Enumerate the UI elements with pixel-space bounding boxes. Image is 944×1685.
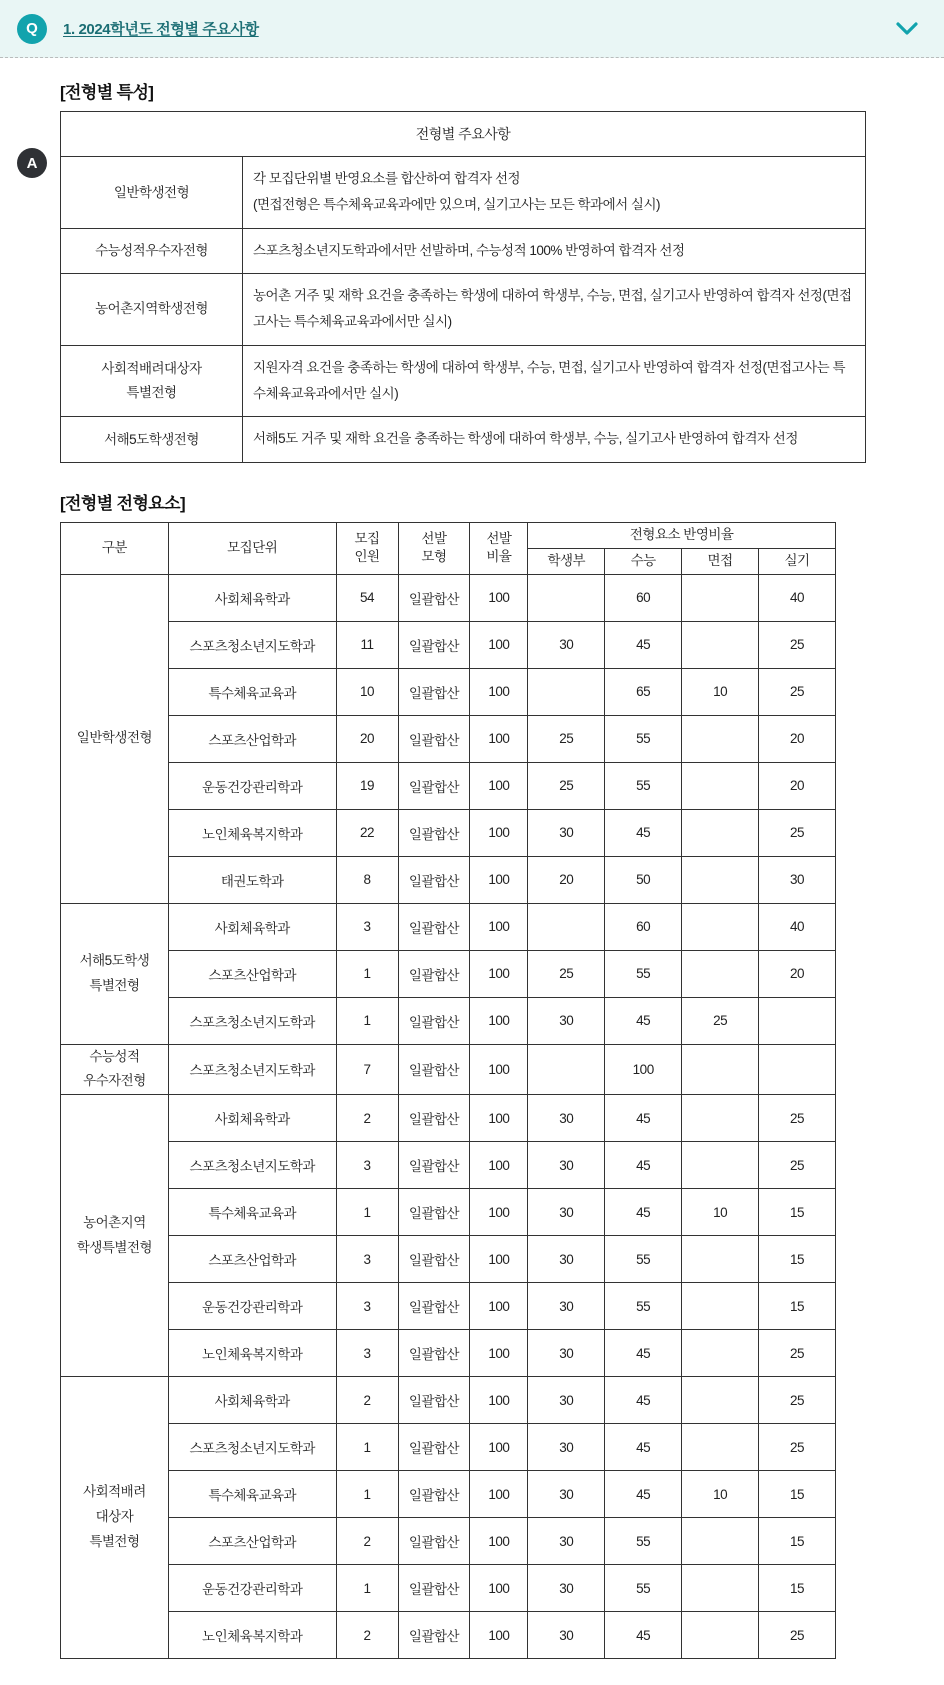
table-row <box>61 1142 836 1189</box>
cell-unit: 스포츠청소년지도학과 <box>168 1424 336 1471</box>
cell-practical: 40 <box>759 574 836 621</box>
cell-count: 1 <box>336 1471 398 1518</box>
table-row <box>61 1236 836 1283</box>
cell-csat: 55 <box>605 1518 682 1565</box>
feature-table <box>60 111 866 463</box>
cell-ratio: 100 <box>470 950 528 997</box>
table-row <box>61 668 836 715</box>
cell-practical: 25 <box>759 1330 836 1377</box>
cell-interview: 10 <box>682 1471 759 1518</box>
cell-count: 20 <box>336 715 398 762</box>
cell-count: 11 <box>336 621 398 668</box>
cell-csat: 45 <box>605 997 682 1044</box>
cell-csat: 45 <box>605 1377 682 1424</box>
cell-csat: 45 <box>605 1471 682 1518</box>
cell-interview <box>682 621 759 668</box>
cell-practical: 20 <box>759 762 836 809</box>
cell-ratio: 100 <box>470 1565 528 1612</box>
feature-label <box>61 345 243 417</box>
cell-interview <box>682 1283 759 1330</box>
table-row <box>61 762 836 809</box>
cell-school-record: 30 <box>528 1518 605 1565</box>
cell-interview: 10 <box>682 668 759 715</box>
cell-unit: 사회체육학과 <box>168 903 336 950</box>
cell-group-3 <box>61 1095 169 1377</box>
cell-count: 1 <box>336 1424 398 1471</box>
cell-model: 일괄합산 <box>398 762 470 809</box>
cell-ratio: 100 <box>470 809 528 856</box>
cell-csat: 100 <box>605 1044 682 1095</box>
cell-model: 일괄합산 <box>398 1565 470 1612</box>
cell-school-record <box>528 1044 605 1095</box>
cell-group-line: 서해5도학생 <box>79 952 150 968</box>
cell-model: 일괄합산 <box>398 1377 470 1424</box>
col-header-school-record: 학생부 <box>528 548 605 574</box>
feature-table-caption: 전형별 주요사항 <box>61 112 866 157</box>
cell-csat: 55 <box>605 762 682 809</box>
cell-model: 일괄합산 <box>398 715 470 762</box>
cell-unit: 사회체육학과 <box>168 1095 336 1142</box>
table-row <box>61 950 836 997</box>
cell-school-record: 30 <box>528 1283 605 1330</box>
cell-interview <box>682 950 759 997</box>
cell-model: 일괄합산 <box>398 1283 470 1330</box>
table-row-caption <box>61 112 866 157</box>
cell-ratio: 100 <box>470 1424 528 1471</box>
cell-group-2 <box>61 1044 169 1095</box>
cell-interview <box>682 1612 759 1659</box>
cell-school-record <box>528 668 605 715</box>
feature-description-line: 지원자격 요건을 충족하는 학생에 대하여 학생부, 수능, 면접, 실기고사 반영하여 합격자 선정(면접고사는 특수체육교육과에서만 실시) <box>253 359 846 401</box>
cell-interview <box>682 1424 759 1471</box>
cell-unit: 노인체육복지학과 <box>168 1330 336 1377</box>
feature-label: 서해5도학생전형 <box>61 417 243 462</box>
cell-unit: 사회체육학과 <box>168 574 336 621</box>
cell-ratio: 100 <box>470 1236 528 1283</box>
table-row <box>61 715 836 762</box>
cell-interview <box>682 1044 759 1095</box>
table-header-row <box>61 522 836 548</box>
cell-unit: 노인체육복지학과 <box>168 1612 336 1659</box>
col-header-count-line1: 모집 <box>354 530 380 546</box>
element-table-body <box>61 574 836 1659</box>
cell-csat: 55 <box>605 1236 682 1283</box>
table-row <box>61 903 836 950</box>
cell-count: 3 <box>336 1142 398 1189</box>
cell-count: 2 <box>336 1518 398 1565</box>
table-row <box>61 1565 836 1612</box>
cell-group-0 <box>61 574 169 903</box>
feature-label-line: 특별전형 <box>126 384 177 400</box>
table-row <box>61 1189 836 1236</box>
table-row <box>61 273 866 345</box>
cell-practical: 15 <box>759 1518 836 1565</box>
feature-description-line: 농어촌 거주 및 재학 요건을 충족하는 학생에 대하여 학생부, 수능, 면접, 실기고사 반영하여 합격자 선정(면접고사는 특수체육교육과에서만 실시) <box>253 287 852 330</box>
cell-unit: 스포츠산업학과 <box>168 1518 336 1565</box>
feature-label: 일반학생전형 <box>61 157 243 229</box>
cell-ratio: 100 <box>470 1612 528 1659</box>
table-row <box>61 997 836 1044</box>
table-row <box>61 1330 836 1377</box>
cell-unit: 특수체육교육과 <box>168 1189 336 1236</box>
cell-interview <box>682 1142 759 1189</box>
cell-csat: 60 <box>605 574 682 621</box>
feature-description <box>243 228 866 273</box>
table-row <box>61 574 836 621</box>
cell-practical: 40 <box>759 903 836 950</box>
cell-unit: 노인체육복지학과 <box>168 809 336 856</box>
feature-description <box>243 273 866 345</box>
cell-interview: 10 <box>682 1189 759 1236</box>
cell-unit: 운동건강관리학과 <box>168 1283 336 1330</box>
cell-interview <box>682 903 759 950</box>
cell-practical: 30 <box>759 856 836 903</box>
cell-school-record: 30 <box>528 997 605 1044</box>
cell-csat: 45 <box>605 1330 682 1377</box>
cell-model: 일괄합산 <box>398 1236 470 1283</box>
cell-ratio: 100 <box>470 1377 528 1424</box>
cell-school-record: 30 <box>528 1565 605 1612</box>
cell-ratio: 100 <box>470 856 528 903</box>
cell-ratio: 100 <box>470 1095 528 1142</box>
question-badge: Q <box>17 14 47 44</box>
cell-csat: 60 <box>605 903 682 950</box>
cell-unit: 스포츠청소년지도학과 <box>168 621 336 668</box>
cell-school-record: 30 <box>528 1330 605 1377</box>
cell-csat: 45 <box>605 809 682 856</box>
cell-school-record <box>528 574 605 621</box>
cell-model: 일괄합산 <box>398 1612 470 1659</box>
feature-description-line: (면접전형은 특수체육교육과에만 있으며, 실기고사는 모든 학과에서 실시) <box>253 197 660 213</box>
feature-description-line: 서해5도 거주 및 재학 요건을 충족하는 학생에 대하여 학생부, 수능, 실기고사 반영하여 합격자 선정 <box>253 431 798 447</box>
cell-school-record: 30 <box>528 1095 605 1142</box>
cell-practical: 25 <box>759 1377 836 1424</box>
cell-ratio: 100 <box>470 1471 528 1518</box>
faq-footer-spacer <box>0 1679 944 1685</box>
cell-model: 일괄합산 <box>398 950 470 997</box>
cell-school-record: 25 <box>528 715 605 762</box>
cell-practical: 25 <box>759 621 836 668</box>
section-title-feature: [전형별 특성] <box>60 83 154 102</box>
cell-ratio: 100 <box>470 668 528 715</box>
feature-description-line: 각 모집단위별 반영요소를 합산하여 합격자 선정 <box>253 171 521 186</box>
cell-practical: 20 <box>759 715 836 762</box>
col-header-unit: 모집단위 <box>168 522 336 574</box>
feature-description-line: 스포츠청소년지도학과에서만 선발하며, 수능성적 100% 반영하여 합격자 선정 <box>253 242 685 258</box>
feature-label-line: 사회적배려대상자 <box>101 361 202 377</box>
cell-count: 22 <box>336 809 398 856</box>
cell-unit: 스포츠청소년지도학과 <box>168 1044 336 1095</box>
cell-model: 일괄합산 <box>398 621 470 668</box>
cell-count: 3 <box>336 1236 398 1283</box>
table-row <box>61 1612 836 1659</box>
table-row <box>61 345 866 417</box>
cell-practical: 25 <box>759 1142 836 1189</box>
cell-model: 일괄합산 <box>398 574 470 621</box>
cell-count: 54 <box>336 574 398 621</box>
cell-ratio: 100 <box>470 903 528 950</box>
cell-count: 3 <box>336 1283 398 1330</box>
cell-count: 1 <box>336 1189 398 1236</box>
cell-model: 일괄합산 <box>398 668 470 715</box>
cell-ratio: 100 <box>470 1330 528 1377</box>
table-row <box>61 1283 836 1330</box>
table-row <box>61 1518 836 1565</box>
cell-interview <box>682 1095 759 1142</box>
cell-model: 일괄합산 <box>398 1189 470 1236</box>
cell-practical: 15 <box>759 1236 836 1283</box>
cell-school-record: 30 <box>528 1612 605 1659</box>
table-row <box>61 1377 836 1424</box>
cell-model: 일괄합산 <box>398 1095 470 1142</box>
cell-model: 일괄합산 <box>398 903 470 950</box>
cell-group-line: 특별전형 <box>89 977 140 993</box>
col-header-count-line2: 인원 <box>354 549 380 564</box>
cell-csat: 45 <box>605 1095 682 1142</box>
cell-csat: 45 <box>605 1612 682 1659</box>
cell-count: 19 <box>336 762 398 809</box>
answer-badge: A <box>17 148 47 178</box>
feature-label: 농어촌지역학생전형 <box>61 273 243 345</box>
cell-model: 일괄합산 <box>398 856 470 903</box>
col-header-elements: 전형요소 반영비율 <box>528 522 836 548</box>
cell-practical: 25 <box>759 809 836 856</box>
col-header-count <box>336 522 398 574</box>
col-header-interview: 면접 <box>682 548 759 574</box>
cell-unit: 사회체육학과 <box>168 1377 336 1424</box>
cell-interview <box>682 809 759 856</box>
cell-practical: 15 <box>759 1565 836 1612</box>
element-table-head <box>61 522 836 574</box>
col-header-ratio-line1: 선발 <box>486 530 512 546</box>
chevron-down-icon[interactable] <box>894 16 920 42</box>
cell-group-line: 학생특별전형 <box>76 1239 153 1255</box>
cell-model: 일괄합산 <box>398 1142 470 1189</box>
cell-practical: 25 <box>759 1612 836 1659</box>
cell-practical: 20 <box>759 950 836 997</box>
cell-practical <box>759 997 836 1044</box>
feature-description <box>243 417 866 462</box>
cell-csat: 50 <box>605 856 682 903</box>
cell-practical: 25 <box>759 1095 836 1142</box>
cell-interview <box>682 762 759 809</box>
cell-count: 3 <box>336 1330 398 1377</box>
cell-school-record: 30 <box>528 1236 605 1283</box>
cell-csat: 45 <box>605 1142 682 1189</box>
feature-description <box>243 157 866 229</box>
cell-model: 일괄합산 <box>398 1330 470 1377</box>
cell-practical: 15 <box>759 1189 836 1236</box>
col-header-csat: 수능 <box>605 548 682 574</box>
cell-unit: 운동건강관리학과 <box>168 762 336 809</box>
col-header-model <box>398 522 470 574</box>
cell-ratio: 100 <box>470 715 528 762</box>
cell-interview <box>682 1377 759 1424</box>
cell-csat: 45 <box>605 1424 682 1471</box>
table-row <box>61 1044 836 1095</box>
cell-unit: 운동건강관리학과 <box>168 1565 336 1612</box>
faq-question-title[interactable]: 1. 2024학년도 전형별 주요사항 <box>63 21 259 38</box>
cell-model: 일괄합산 <box>398 1518 470 1565</box>
cell-count: 10 <box>336 668 398 715</box>
cell-unit: 태권도학과 <box>168 856 336 903</box>
table-row <box>61 809 836 856</box>
cell-group-line: 농어촌지역 <box>83 1214 146 1230</box>
cell-practical: 25 <box>759 668 836 715</box>
cell-count: 2 <box>336 1095 398 1142</box>
cell-count: 2 <box>336 1377 398 1424</box>
cell-school-record: 25 <box>528 762 605 809</box>
cell-ratio: 100 <box>470 1044 528 1095</box>
cell-count: 2 <box>336 1612 398 1659</box>
element-table <box>60 522 836 1660</box>
feature-table-body <box>61 112 866 463</box>
col-header-group: 구분 <box>61 522 169 574</box>
table-row <box>61 1095 836 1142</box>
feature-description <box>243 345 866 417</box>
cell-interview <box>682 856 759 903</box>
cell-csat: 45 <box>605 621 682 668</box>
cell-school-record: 30 <box>528 1189 605 1236</box>
cell-group-line: 대상자 <box>95 1509 134 1525</box>
col-header-model-line2: 모형 <box>421 549 447 564</box>
cell-interview <box>682 1236 759 1283</box>
cell-csat: 55 <box>605 1283 682 1330</box>
cell-csat: 55 <box>605 1565 682 1612</box>
cell-count: 1 <box>336 1565 398 1612</box>
table-row <box>61 856 836 903</box>
cell-interview <box>682 1518 759 1565</box>
section-title-element: [전형별 전형요소] <box>60 493 185 513</box>
cell-unit: 스포츠청소년지도학과 <box>168 997 336 1044</box>
table-row <box>61 1424 836 1471</box>
cell-school-record: 30 <box>528 809 605 856</box>
cell-group-line: 우수자전형 <box>83 1073 146 1089</box>
cell-model: 일괄합산 <box>398 1471 470 1518</box>
cell-unit: 특수체육교육과 <box>168 1471 336 1518</box>
table-row <box>61 621 836 668</box>
cell-group-line: 사회적배려 <box>83 1484 146 1500</box>
cell-group-line: 특별전형 <box>89 1534 140 1550</box>
cell-model: 일괄합산 <box>398 1424 470 1471</box>
cell-school-record: 30 <box>528 1377 605 1424</box>
table-row <box>61 157 866 229</box>
cell-count: 1 <box>336 997 398 1044</box>
cell-ratio: 100 <box>470 1518 528 1565</box>
table-row <box>61 417 866 462</box>
cell-count: 3 <box>336 903 398 950</box>
table-row <box>61 1471 836 1518</box>
answer-content <box>60 78 870 1659</box>
cell-count: 8 <box>336 856 398 903</box>
cell-group-line: 일반학생전형 <box>76 730 153 746</box>
cell-csat: 45 <box>605 1189 682 1236</box>
cell-count: 7 <box>336 1044 398 1095</box>
cell-group-1 <box>61 903 169 1044</box>
cell-ratio: 100 <box>470 1189 528 1236</box>
cell-school-record: 30 <box>528 1471 605 1518</box>
cell-csat: 55 <box>605 715 682 762</box>
cell-group-4 <box>61 1377 169 1659</box>
cell-csat: 55 <box>605 950 682 997</box>
col-header-practical: 실기 <box>759 548 836 574</box>
col-header-model-line1: 선발 <box>421 530 447 546</box>
feature-label: 수능성적우수자전형 <box>61 228 243 273</box>
cell-ratio: 100 <box>470 1283 528 1330</box>
cell-interview <box>682 1565 759 1612</box>
cell-practical: 15 <box>759 1471 836 1518</box>
cell-interview <box>682 1330 759 1377</box>
cell-school-record: 30 <box>528 1424 605 1471</box>
cell-ratio: 100 <box>470 1142 528 1189</box>
cell-group-line: 수능성적 <box>89 1048 140 1064</box>
cell-unit: 특수체육교육과 <box>168 668 336 715</box>
cell-ratio: 100 <box>470 997 528 1044</box>
cell-practical: 25 <box>759 1424 836 1471</box>
col-header-ratio <box>470 522 528 574</box>
cell-unit: 스포츠청소년지도학과 <box>168 1142 336 1189</box>
cell-practical: 15 <box>759 1283 836 1330</box>
cell-practical <box>759 1044 836 1095</box>
cell-school-record: 20 <box>528 856 605 903</box>
cell-interview <box>682 574 759 621</box>
cell-model: 일괄합산 <box>398 809 470 856</box>
cell-school-record <box>528 903 605 950</box>
cell-interview <box>682 715 759 762</box>
cell-unit: 스포츠산업학과 <box>168 950 336 997</box>
cell-count: 1 <box>336 950 398 997</box>
cell-unit: 스포츠산업학과 <box>168 1236 336 1283</box>
cell-csat: 65 <box>605 668 682 715</box>
table-row <box>61 228 866 273</box>
cell-school-record: 30 <box>528 621 605 668</box>
col-header-ratio-line2: 비율 <box>486 549 512 564</box>
cell-school-record: 25 <box>528 950 605 997</box>
cell-unit: 스포츠산업학과 <box>168 715 336 762</box>
cell-ratio: 100 <box>470 621 528 668</box>
cell-interview: 25 <box>682 997 759 1044</box>
cell-ratio: 100 <box>470 762 528 809</box>
cell-ratio: 100 <box>470 574 528 621</box>
cell-model: 일괄합산 <box>398 1044 470 1095</box>
faq-answer-body <box>0 58 944 1679</box>
cell-model: 일괄합산 <box>398 997 470 1044</box>
faq-question-header[interactable] <box>0 0 944 58</box>
cell-school-record: 30 <box>528 1142 605 1189</box>
